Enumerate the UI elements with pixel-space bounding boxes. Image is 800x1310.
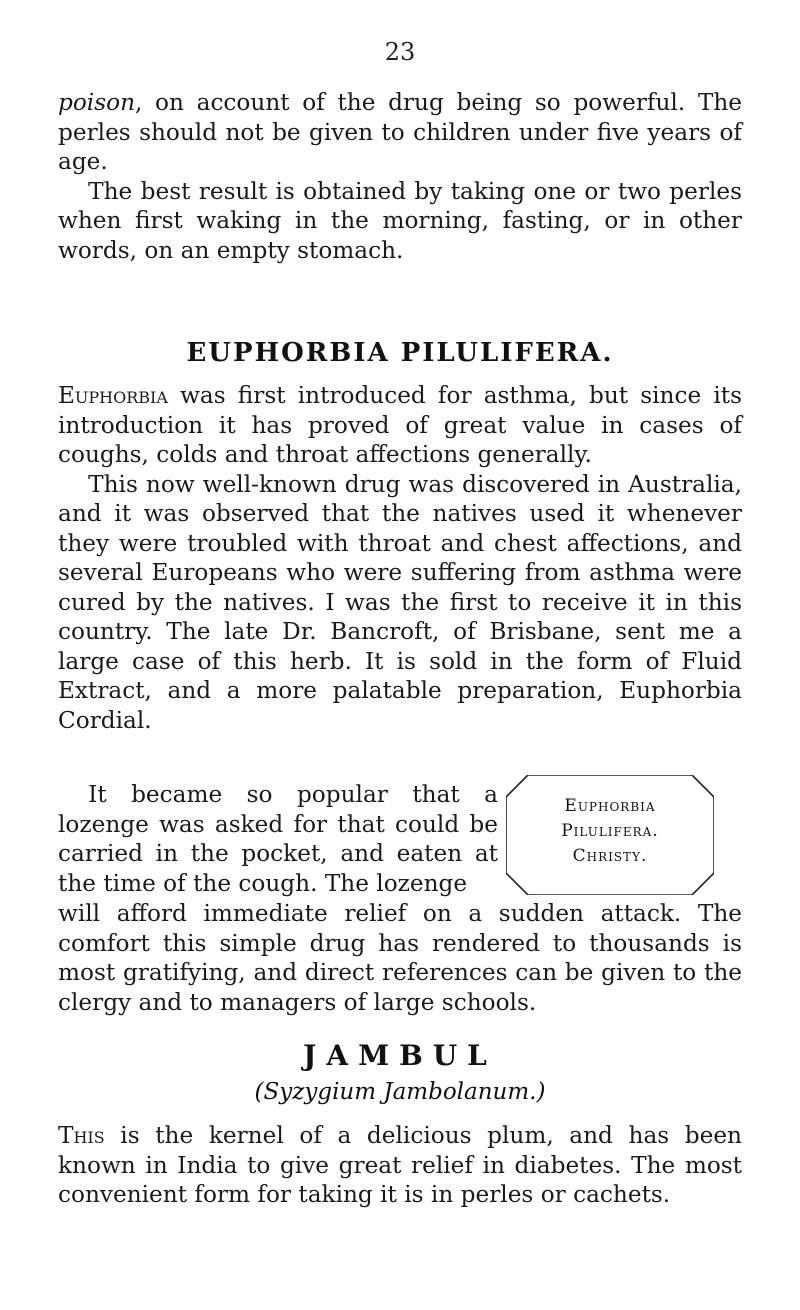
jambul-paragraph-1: This is the kernel of a delicious plum, and has been known in India to give great relief in diabetes. The most convenient form for taking it is in perles or cachets. — [58, 1122, 742, 1208]
euphorbia-lozenge-label — [506, 775, 714, 895]
jambul-text — [58, 1121, 742, 1210]
intro-text — [58, 88, 742, 265]
poison-word: poison — [58, 89, 136, 116]
euphorbia-paragraph-1: Euphorbia was first introduced for asthma, but since its introduction it has proved of great value in cases of coughs, colds and throat affections generally. — [58, 382, 742, 468]
euphorbia-paragraph-3: It became so popular that a lozenge was asked for that could be carried in the pocket, and eaten at the time of the cough. The lozenge — [58, 781, 498, 897]
label-line-2: Pilulifera. — [561, 821, 659, 841]
euphorbia-paragraph-2: This now well-known drug was discovered in Australia, and it was observed that the natives used it whenever they were troubled with throat and chest affections, and several Europeans who were suffering from asthma were cured by the natives. I was the first to receive it in this country. The late Dr. Bancroft, of Brisbane, sent me a large case of this herb. It is sold in the form of Fluid Extract, and a more palatable preparation, Euphorbia Cordial. — [58, 470, 742, 734]
label-line-3: Christy. — [572, 846, 648, 866]
label-line-1: Euphorbia — [564, 796, 656, 816]
jambul-subheading: (Syzygium Jambolanum.) — [254, 1079, 546, 1105]
euphorbia-paragraph-3-continued: will afford immediate relief on a sudden attack. The comfort this simple drug has rendered to thousands is most gratifying, and direct references can be given to the clergy and to managers of large schools. — [58, 900, 742, 1016]
jambul-heading: JAMBUL — [303, 1039, 497, 1072]
intro-paragraph-2: The best result is obtained by taking one or two perles when first waking in the morning, fasting, or in other words, on an empty stomach. — [58, 177, 742, 264]
page-number: 23 — [384, 38, 416, 66]
intro-paragraph-1: poison, on account of the drug being so powerful. The perles should not be given to children under five years of age. — [58, 89, 742, 175]
euphorbia-heading: EUPHORBIA PILULIFERA. — [186, 338, 614, 368]
euphorbia-text — [58, 381, 742, 735]
